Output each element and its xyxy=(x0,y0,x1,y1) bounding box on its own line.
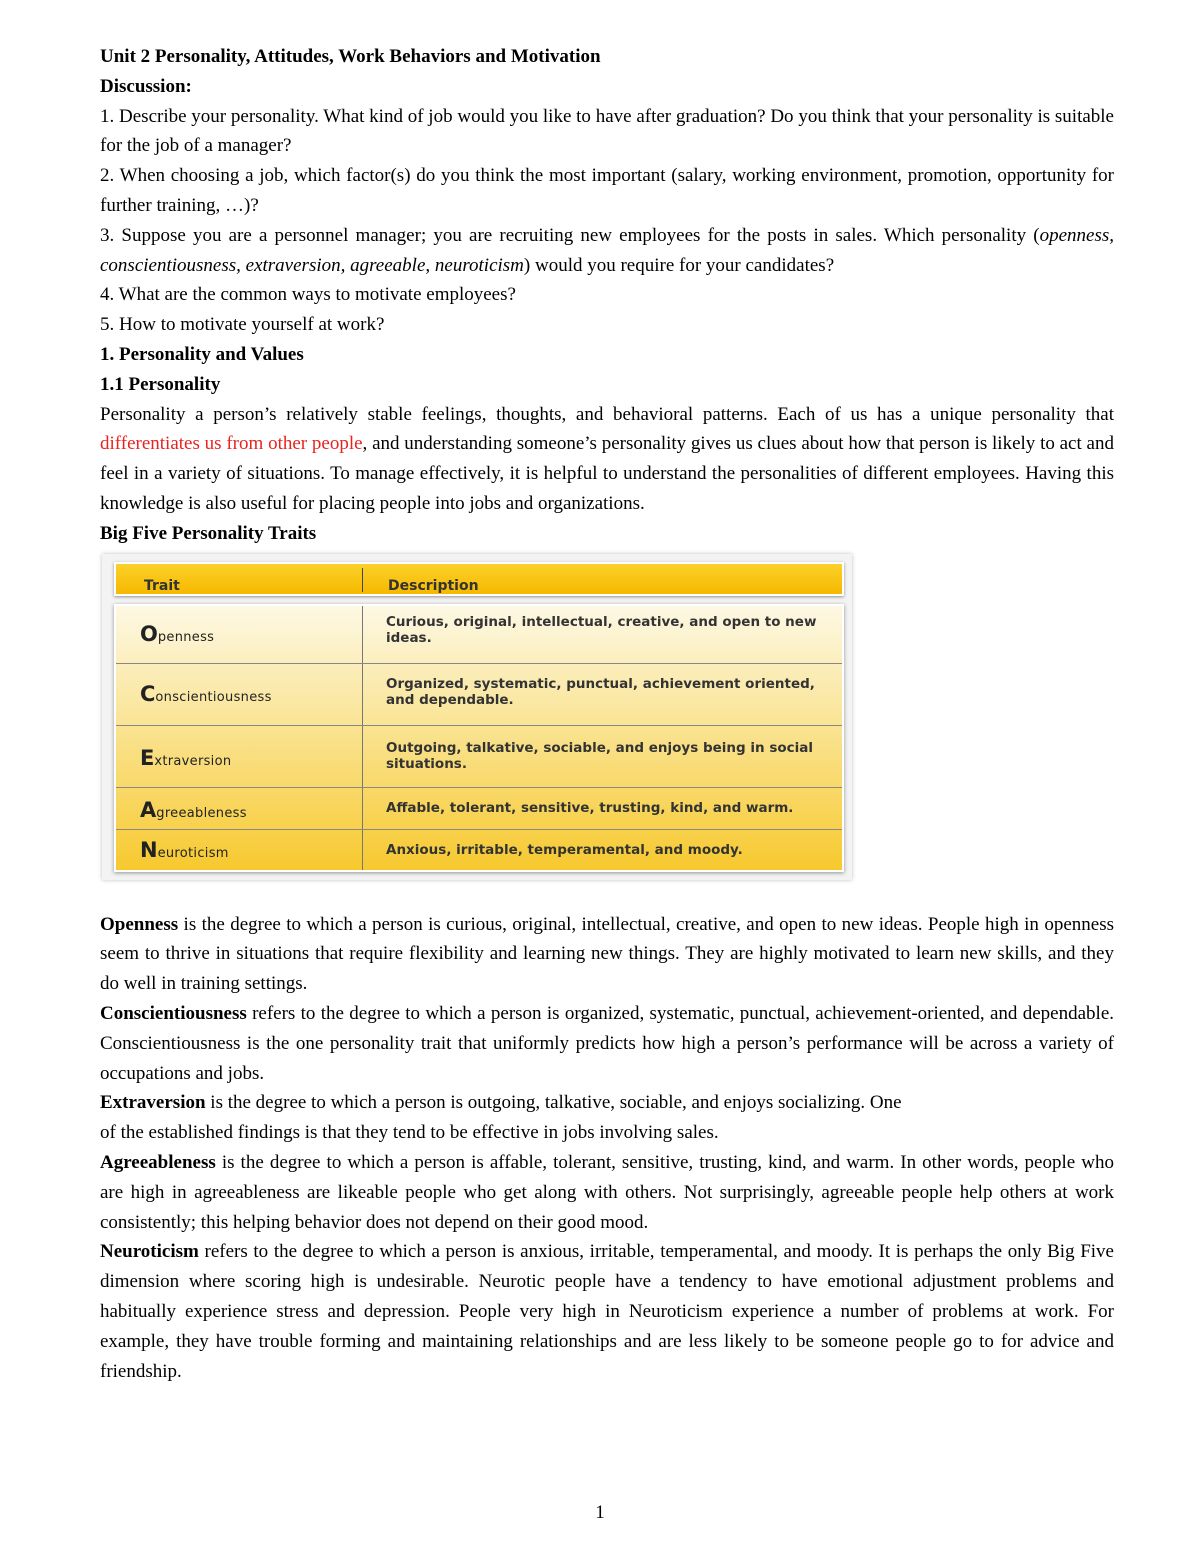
section-heading: 1. Personality and Values xyxy=(100,343,304,365)
big-five-heading: Big Five Personality Traits xyxy=(100,522,317,544)
question-4: 4. What are the common ways to motivate employees? xyxy=(100,284,516,306)
trait-cell: Extraversion xyxy=(140,745,232,770)
table-row xyxy=(116,664,842,726)
question-2: 2. When choosing a job, which factor(s) do you think the most important (salary, working environment, promotion, opportunity for further training, …)? xyxy=(100,165,1114,216)
description-cell: Curious, original, intellectual, creative, and open to new ideas. xyxy=(386,613,817,646)
conscientiousness-paragraph: Conscientiousness refers to the degree to which a person is organized, systematic, punctual, achievement-oriented, and dependable. Conscientiousness is the one personality trait that uniformly predicts how high a person’s performance will be across a variety of occupations and jobs. xyxy=(100,1002,1114,1084)
header-description: Description xyxy=(388,577,479,594)
agreeableness-paragraph: Agreeableness is the degree to which a person is affable, tolerant, sensitive, trusting, kind, and warm. In other words, people who are high in agreeableness are likeable people who get along with others. Not surprisingly, agreeable people help others at work consistently; this helping behavior does not depend on their good mood. xyxy=(100,1151,1114,1233)
unit-title: Unit 2 Personality, Attitudes, Work Behaviors and Motivation xyxy=(100,46,601,67)
subsection-heading: 1.1 Personality xyxy=(100,373,221,395)
table-row xyxy=(116,830,842,870)
trait-cell: Openness xyxy=(140,621,215,646)
description-cell: Affable, tolerant, sensitive, trusting, kind, and warm. xyxy=(386,799,794,816)
description-cell: Anxious, irritable, temperamental, and moody. xyxy=(386,841,743,858)
trait-cell: Agreeableness xyxy=(140,797,247,822)
neuroticism-paragraph: Neuroticism refers to the degree to which a person is anxious, irritable, temperamental, and moody. It is perhaps the only Big Five dimension where scoring high is undesirable. Neurotic people have a tendency to have emotional adjustment problems and habitually experience stress and depression. People very high in Neuroticism experience a number of problems at work. For example, they have trouble forming and maintaining relationships and are less likely to be someone people go to for advice and friendship. xyxy=(100,1241,1114,1382)
openness-paragraph: Openness is the degree to which a person is curious, original, intellectual, creative, and open to new ideas. People high in openness seem to thrive in situations that require flexibility and learning new things. They are highly motivated to learn new skills, and they do well in training settings. xyxy=(100,913,1114,995)
question-3: 3. Suppose you are a personnel manager; you are recruiting new employees for the posts in sales. Which personality (openness, conscientiousness, extraversion, agreeable, neuroticism) would you require for your candidates? xyxy=(100,224,1114,276)
table-row xyxy=(116,788,842,830)
page-number: 1 xyxy=(595,1502,605,1523)
big-five-table-figure xyxy=(102,554,852,880)
table-row xyxy=(116,606,842,664)
question-1: 1. Describe your personality. What kind of job would you like to have after graduation? Do you think that your personality is suitable for the job of a manager? xyxy=(100,105,1114,157)
document-page xyxy=(100,42,1114,1386)
description-cell: Outgoing, talkative, sociable, and enjoys being in social situations. xyxy=(386,739,814,772)
discussion-label: Discussion: xyxy=(100,75,192,97)
question-3-traits: openness, conscientiousness, extraversion, agreeable, neuroticism xyxy=(100,224,1114,276)
table-header xyxy=(114,562,844,596)
highlighted-text: differentiates us from other people xyxy=(100,433,363,455)
trait-cell: Neuroticism xyxy=(140,837,229,862)
description-cell: Organized, systematic, punctual, achievement oriented, and dependable. xyxy=(386,675,815,708)
trait-cell: Conscientiousness xyxy=(140,681,272,706)
intro-paragraph: Personality a person’s relatively stable feelings, thoughts, and behavioral patterns. Each of us has a unique personality that differentiates us from other people, and understanding someone’s personality gives us clues about how that person is likely to act and feel in a variety of situations. To manage effectively, it is helpful to understand the personalities of different employees. Having this knowledge is also useful for placing people into jobs and organizations. xyxy=(100,403,1114,514)
table-row xyxy=(116,726,842,788)
table-body xyxy=(114,604,844,872)
extraversion-paragraph: Extraversion is the degree to which a person is outgoing, talkative, sociable, and enjoys socializing. One of the established findings is that they tend to be effective in jobs involving sales. xyxy=(100,1092,902,1144)
question-5: 5. How to motivate yourself at work? xyxy=(100,314,385,336)
header-trait: Trait xyxy=(144,577,180,594)
